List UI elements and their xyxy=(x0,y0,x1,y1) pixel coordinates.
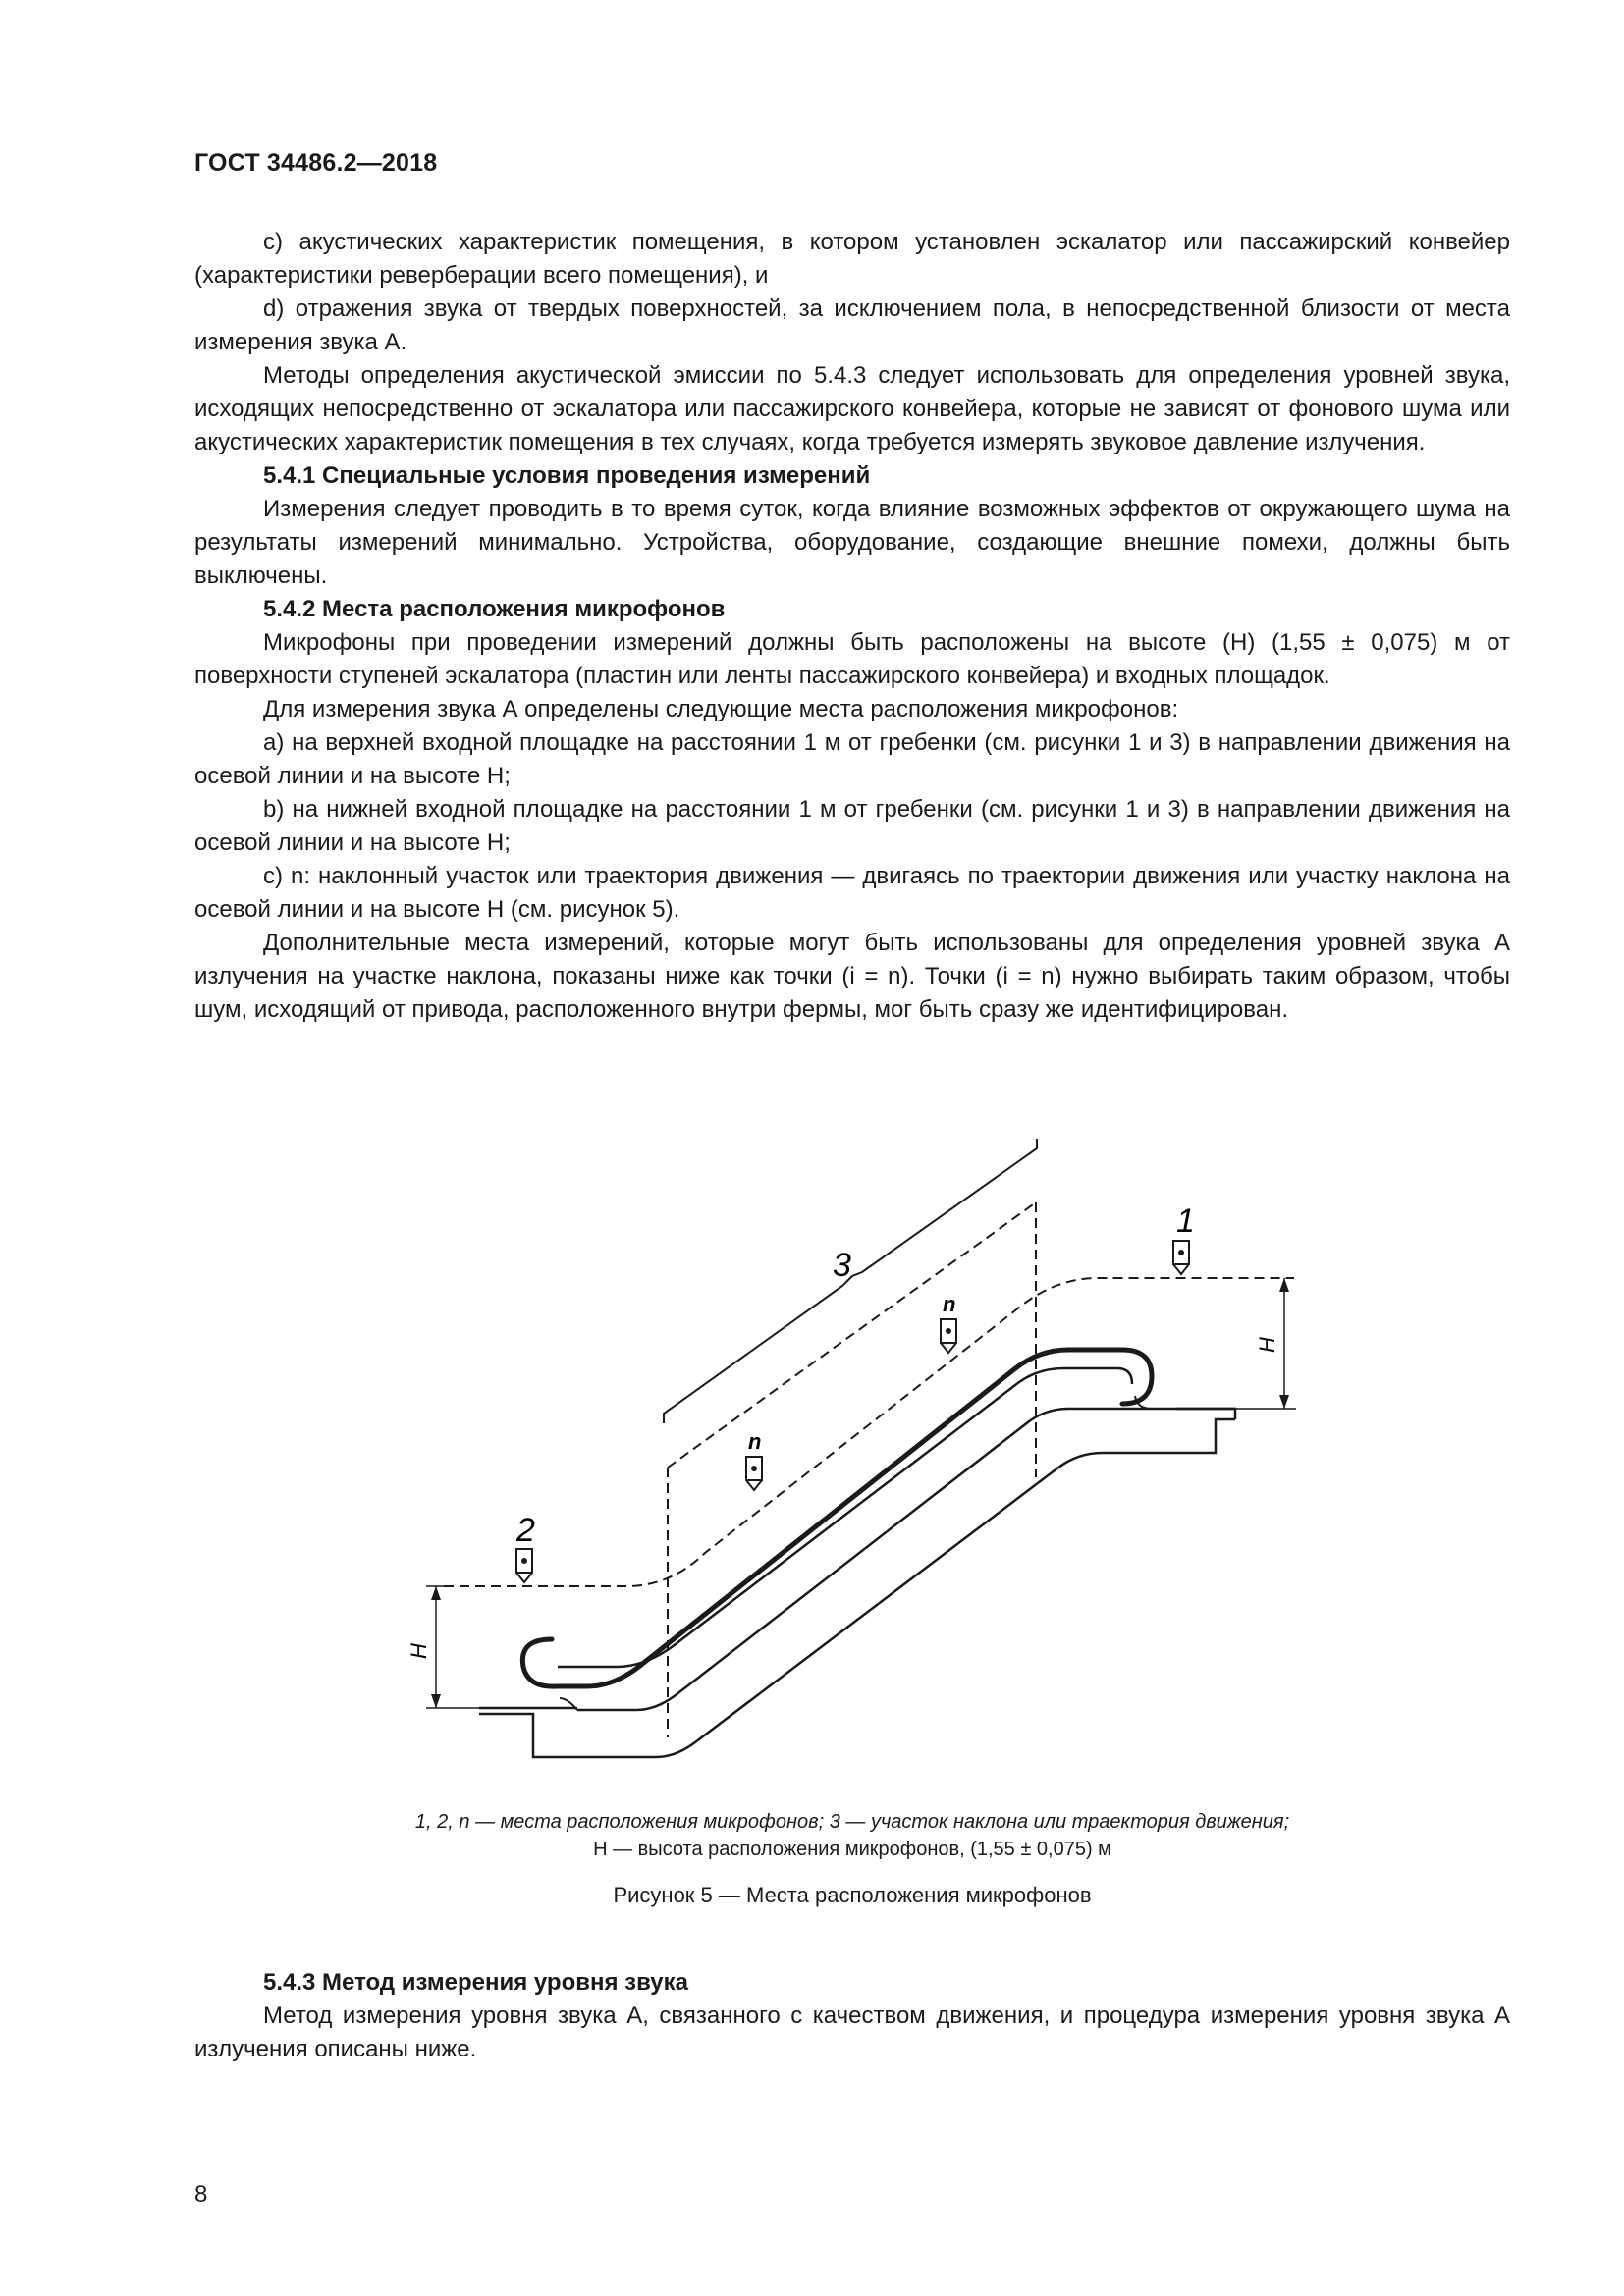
section-5-4-3 xyxy=(194,1966,1510,2066)
h-arrow-left-bottom xyxy=(431,1694,441,1708)
document-header: ГОСТ 34486.2—2018 xyxy=(194,149,438,177)
paragraph-c-acoustics: c) акустических характеристик помещения, в котором установлен эскалатор или пассажирский конвейер (характеристики реверберации всего помещения), и xyxy=(194,229,1510,289)
legend-line-1: 1, 2, n — места расположения микрофонов; 3 — участок наклона или траектория движения; xyxy=(414,1811,1290,1833)
mic-label-n-lower: n xyxy=(748,1429,762,1454)
paragraph-location-a: a) на верхней входной площадке на расстоянии 1 м от гребенки (см. рисунки 1 и 3) в направлении движения на осевой линии и на высоте H; xyxy=(194,729,1510,789)
slope-zone-label-3: 3 xyxy=(833,1247,851,1284)
paragraph-location-c: c) n: наклонный участок или траектория движения — двигаясь по траектории движения или участку наклона на осевой линии и на высоте H (см. рисунок 5). xyxy=(194,863,1510,923)
paragraph-mic-height: Микрофоны при проведении измерений должны быть расположены на высоте (H) (1,55 ± 0,075) м от поверхности ступеней эскалатора (пластин или ленты пассажирского конвейера) и входных площадок. xyxy=(194,629,1510,689)
paragraph-sound-method: Метод измерения уровня звука А, связанного с качеством движения, и процедура измерения уровня звука А излучения описаны ниже. xyxy=(194,2002,1510,2062)
legend-line-2: H — высота расположения микрофонов, (1,55 ± 0,075) м xyxy=(593,1839,1111,1860)
escalator-drawing xyxy=(194,1129,1510,1777)
h-arrow-right-top xyxy=(1279,1278,1289,1292)
upper-landing-floor xyxy=(1176,1409,1235,1419)
page-number: 8 xyxy=(194,2181,208,2208)
microphone-icon-2 xyxy=(516,1549,532,1582)
figure-caption: Рисунок 5 — Места расположения микрофонов xyxy=(613,1883,1092,1907)
mic-label-1: 1 xyxy=(1176,1202,1195,1240)
heading-5-4-1: 5.4.1 Специальные условия проведения измерений xyxy=(263,462,871,489)
h-label-right: H xyxy=(1255,1337,1279,1353)
escalator-truss-bottom xyxy=(479,1419,1235,1757)
heading-5-4-3: 5.4.3 Метод измерения уровня звука xyxy=(263,1969,688,1996)
h-arrow-right-bottom xyxy=(1279,1395,1289,1409)
figure-legend xyxy=(194,1808,1510,1863)
paragraph-methods: Методы определения акустической эмиссии по 5.4.3 следует использовать для определения уровней звука, исходящих непосредственно от эскалатора или пассажирского конвейера, которые не зависят от фонового шума или акустических характеристик помещения в тех случаях, когда требуется измерять звуковое давление излучения. xyxy=(194,362,1510,455)
microphone-icon-1 xyxy=(1173,1241,1189,1274)
microphone-icon-n-upper xyxy=(941,1319,956,1353)
paragraph-special-conditions: Измерения следует проводить в то время суток, когда влияние возможных эффектов от окружающего шума на результаты измерений минимально. Устройства, оборудование, создающие внешние помехи, должны быть выключены. xyxy=(194,496,1510,589)
body-text xyxy=(194,226,1510,1027)
paragraph-location-b: b) на нижней входной площадке на расстоянии 1 м от гребенки (см. рисунки 1 и 3) в направлении движения на осевой линии и на высоте H; xyxy=(194,796,1510,856)
figure-5-escalator-diagram xyxy=(194,1129,1510,1777)
paragraph-d-reflection: d) отражения звука от твердых поверхностей, за исключением пола, в непосредственной близости от места измерения звука А. xyxy=(194,295,1510,355)
h-arrow-left-top xyxy=(431,1586,441,1600)
mic-trajectory-dashed-line xyxy=(444,1278,1294,1586)
paragraph-mic-locations-intro: Для измерения звука А определены следующие места расположения микрофонов: xyxy=(263,696,1179,722)
paragraph-additional-points: Дополнительные места измерений, которые могут быть использованы для определения уровней звука А излучения на участке наклона, показаны ниже как точки (i = n). Точки (i = n) нужно выбирать таким образом, чтобы шум, исходящий от привода, расположенного внутри фермы, мог быть сразу же идентифицирован. xyxy=(194,930,1510,1023)
mic-label-2: 2 xyxy=(516,1512,535,1549)
microphone-icon-n-lower xyxy=(746,1457,762,1490)
slope-zone-dashed-top xyxy=(668,1202,1036,1468)
h-label-left: H xyxy=(406,1643,431,1659)
mic-label-n-upper: n xyxy=(943,1292,956,1316)
heading-5-4-2: 5.4.2 Места расположения микрофонов xyxy=(263,596,726,622)
